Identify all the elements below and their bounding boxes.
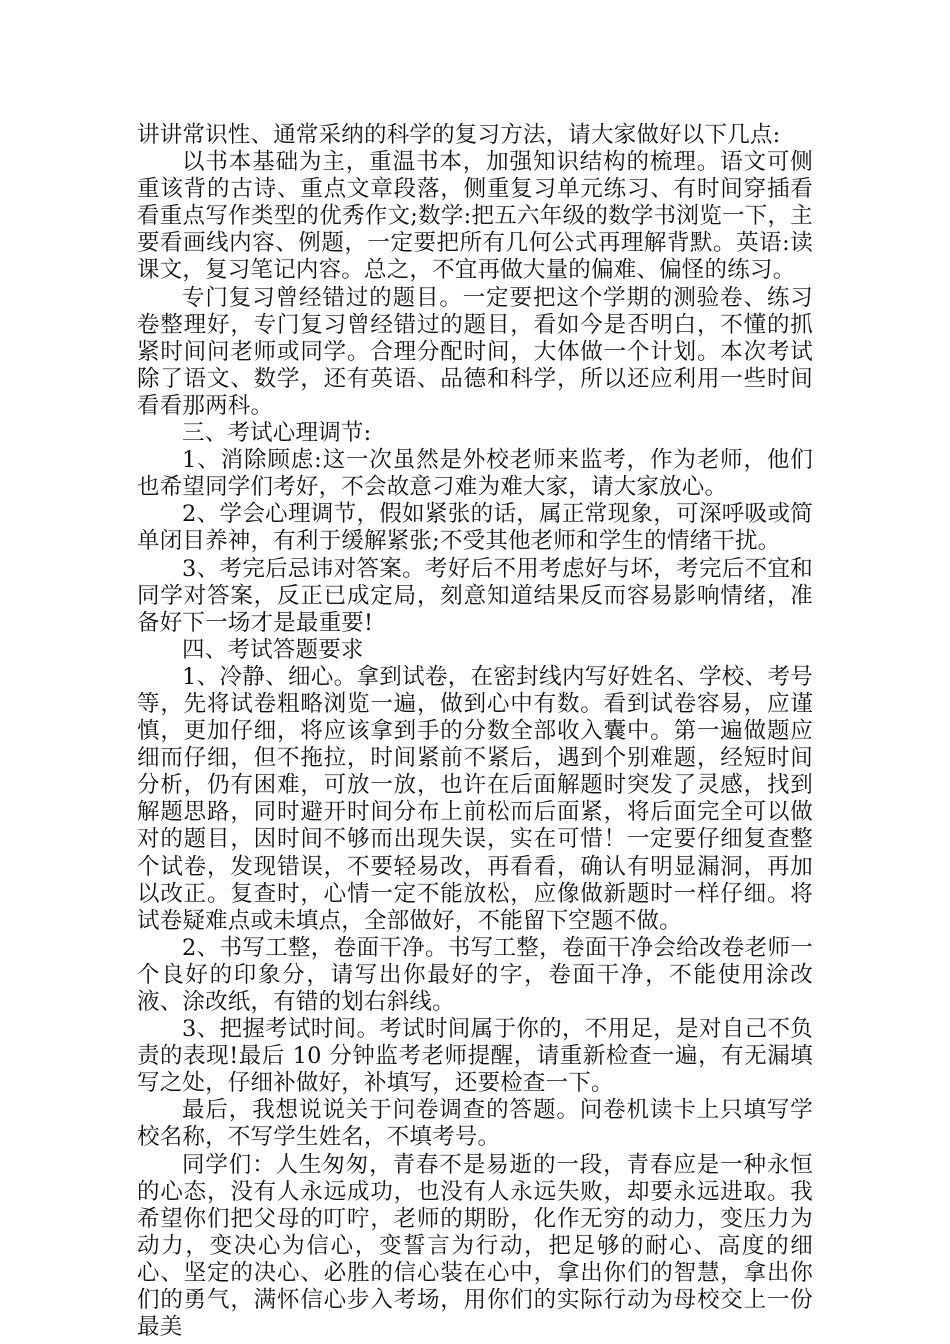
paragraph-psychology-3: 3、考完后忌讳对答案。考好后不用考虑好与坏，考完后不宜和同学对答案，反正已成定局，刻意知道结果反而容易影响情绪，准备好下一场才是最重要! [137,555,813,636]
paragraph-closing: 同学们：人生匆匆，青春不是易逝的一段，青春应是一种永恒的心态，没有人永远成功，也没有人永远失败，却要永远进取。我希望你们把父母的叮咛，老师的期盼，化作无穷的动力，变压力为动力，变决心为信心，变誓言为行动，把足够的耐心、高度的细心、坚定的决心、必胜的信心装在心中，拿出你们的智慧，拿出你们的勇气，满怀信心步入考场，用你们的实际行动为母校交上一份最美 [137,1151,813,1341]
paragraph-requirement-1: 1、冷静、细心。拿到试卷，在密封线内写好姓名、学校、考号等，先将试卷粗略浏览一遍，做到心中有数。看到试卷容易，应谨慎，更加仔细，将应该拿到手的分数全部收入囊中。第一遍做题应细而仔细，但不拖拉，时间紧前不紧后，遇到个别难题，经短时间分析，仍有困难，可放一放，也许在后面解题时突发了灵感，找到解题思路，同时避开时间分布上前松而后面紧，将后面完全可以做对的题目，因时间不够而出现失误，实在可惜！一定要仔细复查整个试卷，发现错误，不要轻易改，再看看，确认有明显漏洞，再加以改正。复查时，心情一定不能放松，应像做新题时一样仔细。将试卷疑难点或未填点，全部做好，不能留下空题不做。 [137,663,813,934]
paragraph-textbook-review: 以书本基础为主，重温书本，加强知识结构的梳理。语文可侧重该背的古诗、重点文章段落，侧重复习单元练习、有时间穿插看看重点写作类型的优秀作文;数学:把五六年级的数学书浏览一下，主要看画线内容、例题，一定要把所有几何公式再理解背默。英语:读课文，复习笔记内容。总之，不宜再做大量的偏难、偏怪的练习。 [137,149,813,284]
heading-psychology: 三、考试心理调节: [182,420,372,447]
paragraph-requirement-3: 3、把握考试时间。考试时间属于你的，不用足，是对自己不负责的表现!最后 10 分钟监考老师提醒，请重新检查一遍，有无漏填写之处，仔细补做好，补填写，还要检查一下。 [137,1016,813,1097]
paragraph-survey: 最后，我想说说关于问卷调查的答题。问卷机读卡上只填写学校名称，不写学生姓名，不填考号。 [137,1097,813,1151]
heading-answer-requirements: 四、考试答题要求 [182,636,364,663]
paragraph-error-review: 专门复习曾经错过的题目。一定要把这个学期的测验卷、练习卷整理好，专门复习曾经错过的题目，看如今是否明白，不懂的抓紧时间问老师或同学。合理分配时间，大体做一个计划。本次考试除了语文、数学，还有英语、品德和科学，所以还应利用一些时间看看那两科。 [137,284,813,419]
document-page [137,122,813,1341]
paragraph-psychology-1: 1、消除顾虑:这一次虽然是外校老师来监考，作为老师，他们也希望同学们考好，不会故意刁难为难大家，请大家放心。 [137,447,813,501]
paragraph-requirement-2: 2、书写工整，卷面干净。书写工整，卷面干净会给改卷老师一个良好的印象分，请写出你最好的字，卷面干净，不能使用涂改液、涂改纸，有错的划右斜线。 [137,934,813,1015]
paragraph-intro: 讲讲常识性、通常采纳的科学的复习方法，请大家做好以下几点: [137,122,781,148]
paragraph-psychology-2: 2、学会心理调节，假如紧张的话，属正常现象，可深呼吸或简单闭目养神，有利于缓解紧张;不受其他老师和学生的情绪干扰。 [137,501,813,555]
